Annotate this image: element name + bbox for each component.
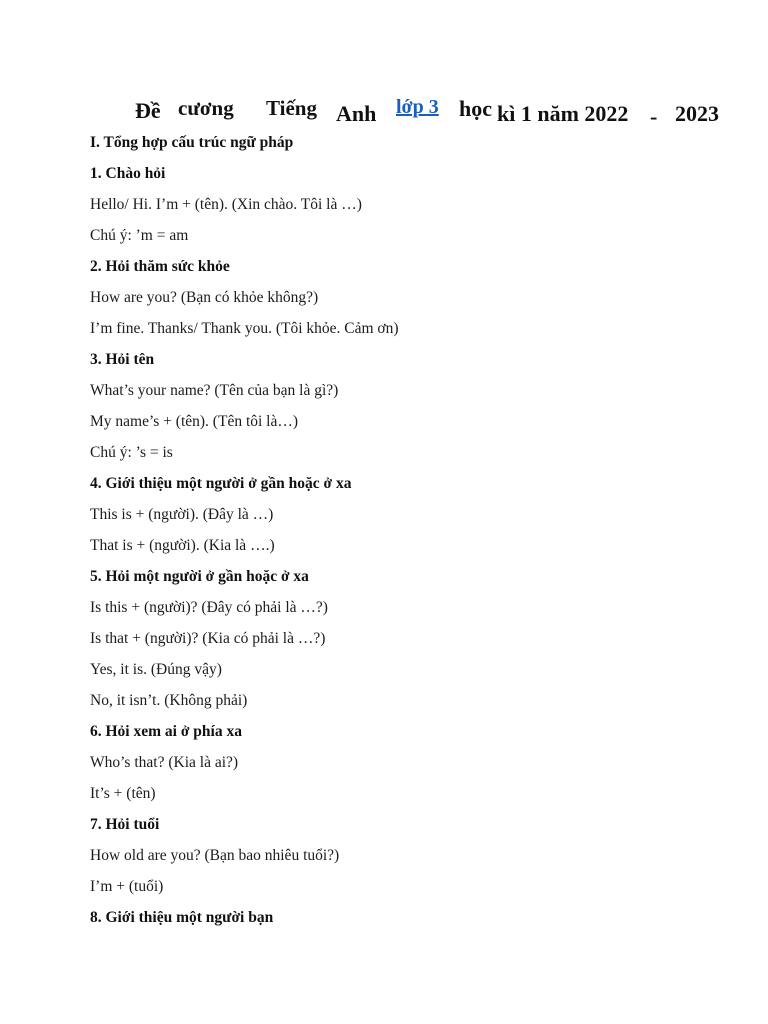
title-word-anh: Anh xyxy=(336,101,377,126)
title-year-end: 2023 xyxy=(675,101,719,126)
title-dash: - xyxy=(650,104,658,129)
section-heading: 8. Giới thiệu một người bạn xyxy=(90,909,274,926)
title-link-lop-3[interactable]: lớp 3 xyxy=(396,96,439,118)
title-word-tieng: Tiếng xyxy=(266,96,317,120)
body-line: Who’s that? (Kia là ai?) xyxy=(90,754,239,771)
title-word-de: Đề xyxy=(135,98,161,123)
body-line: How old are you? (Bạn bao nhiêu tuổi?) xyxy=(90,847,340,864)
section-heading: I. Tổng hợp cấu trúc ngữ pháp xyxy=(90,134,294,151)
body-line: This is + (người). (Đây là …) xyxy=(90,506,274,523)
body-line: Chú ý: ’s = is xyxy=(90,444,173,461)
body-line: How are you? (Bạn có khỏe không?) xyxy=(90,289,319,306)
body-line: What’s your name? (Tên của bạn là gì?) xyxy=(90,382,339,399)
body-line: Hello/ Hi. I’m + (tên). (Xin chào. Tôi là …) xyxy=(90,196,362,213)
body-line: I’m fine. Thanks/ Thank you. (Tôi khỏe. Cảm ơn) xyxy=(90,320,399,337)
body-line: Yes, it is. (Đúng vậy) xyxy=(90,661,222,678)
section-heading: 1. Chào hỏi xyxy=(90,165,166,182)
section-heading: 4. Giới thiệu một người ở gần hoặc ở xa xyxy=(90,475,352,492)
title-word-cuong: cương xyxy=(178,96,234,120)
body-line: I’m + (tuổi) xyxy=(90,878,164,895)
section-heading: 5. Hỏi một người ở gần hoặc ở xa xyxy=(90,568,309,585)
body-line: My name’s + (tên). (Tên tôi là…) xyxy=(90,413,299,430)
body-line: No, it isn’t. (Không phải) xyxy=(90,692,248,709)
body-line: Is that + (người)? (Kia có phải là …?) xyxy=(90,630,326,647)
body-line: It’s + (tên) xyxy=(90,785,156,802)
section-heading: 3. Hỏi tên xyxy=(90,351,155,368)
title-term-year: kì 1 năm 2022 xyxy=(497,101,629,126)
body-line: Chú ý: ’m = am xyxy=(90,227,189,244)
body-line: Is this + (người)? (Đây có phải là …?) xyxy=(90,599,328,616)
body-line: That is + (người). (Kia là ….) xyxy=(90,537,275,554)
section-heading: 6. Hỏi xem ai ở phía xa xyxy=(90,723,242,740)
section-heading: 2. Hỏi thăm sức khỏe xyxy=(90,258,230,275)
document-title xyxy=(0,92,768,132)
title-word-hoc: học xyxy=(459,96,492,121)
section-heading: 7. Hỏi tuổi xyxy=(90,816,160,833)
